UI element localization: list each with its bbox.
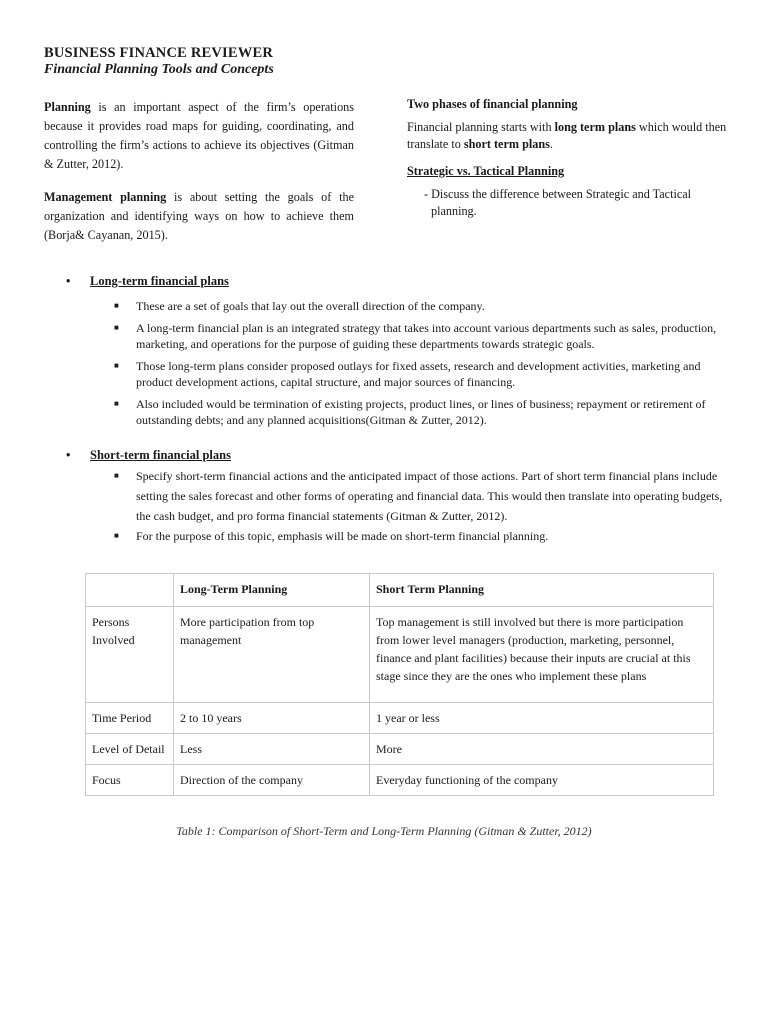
short-term-title: Short-term financial plans	[90, 448, 231, 462]
two-phases-text-c: which would then translate to	[407, 120, 727, 151]
table-row	[86, 703, 714, 734]
table-row	[86, 734, 714, 765]
list-item	[114, 396, 726, 429]
management-planning-term: Management planning	[44, 190, 167, 204]
table-header-cell: Long-Term Planning	[174, 574, 370, 607]
planning-term: Planning	[44, 100, 91, 114]
table-row	[86, 607, 714, 703]
list-item	[114, 466, 726, 526]
list-item	[114, 298, 726, 315]
table-cell: Direction of the company	[174, 765, 370, 796]
table-cell: Everyday functioning of the company	[370, 765, 714, 796]
list-item-text: A long-term financial plan is an integrated strategy that takes into account various departments such as sales, production, marketing, and operations for the purpose of guiding these departments towards strategic goals.	[136, 320, 717, 351]
comparison-table	[85, 573, 714, 796]
planning-text: is an important aspect of the firm’s operations because it provides road maps for guiding, coordinating, and controlling the firm’s actions to achieve its objectives (Gitman & Zutter, 2012).	[44, 100, 354, 171]
table-cell: 1 year or less	[370, 703, 714, 734]
short-term-section	[66, 448, 726, 546]
management-planning-text: is about setting the goals of the organization and identifying ways on how to achieve them (Borja& Cayanan, 2015).	[44, 190, 354, 242]
table-cell: 2 to 10 years	[174, 703, 370, 734]
list-item	[114, 358, 726, 391]
list-item-text: Those long-term plans consider proposed outlays for fixed assets, research and development activities, marketing and product development actions, capital structure, and major sources of financing.	[136, 358, 701, 389]
planning-paragraph	[44, 98, 354, 174]
list-item-text: These are a set of goals that lay out the overall direction of the company.	[136, 299, 485, 313]
short-term-list	[66, 466, 726, 546]
square-bullet-icon: ■	[114, 471, 119, 480]
two-phases-heading: Two phases of financial planning	[407, 97, 578, 111]
two-phases-text-a: Financial planning starts with	[407, 120, 555, 134]
right-column	[407, 96, 727, 220]
list-item	[114, 320, 726, 353]
list-item-text: Also included would be termination of existing projects, product lines, or lines of business; repayment or retirement of outstanding debts; and any planned acquisitions(Gitman & Zutter, 2012).	[136, 396, 706, 427]
document-subtitle: Financial Planning Tools and Concepts	[44, 62, 274, 77]
bullet-icon: •	[66, 448, 71, 462]
table-cell: More	[370, 734, 714, 765]
table-header-row	[86, 574, 714, 607]
long-term-section	[66, 274, 726, 434]
list-item	[114, 526, 726, 546]
long-term-title: Long-term financial plans	[90, 274, 229, 288]
square-bullet-icon: ■	[114, 531, 119, 540]
table-cell: Less	[174, 734, 370, 765]
short-term-heading	[66, 448, 726, 466]
table-cell: Time Period	[86, 703, 174, 734]
square-bullet-icon: ■	[114, 301, 119, 310]
table-header-cell: Short Term Planning	[370, 574, 714, 607]
short-term-plans-term: short term plans	[463, 137, 550, 151]
table-cell: Level of Detail	[86, 734, 174, 765]
long-term-plans-term: long term plans	[554, 120, 636, 134]
management-planning-paragraph	[44, 188, 354, 245]
square-bullet-icon: ■	[114, 398, 119, 408]
bullet-icon: •	[66, 274, 71, 288]
table-row	[86, 765, 714, 796]
list-item-text: For the purpose of this topic, emphasis will be made on short-term financial planning.	[136, 529, 549, 543]
square-bullet-icon: ■	[114, 360, 119, 370]
table-cell: Top management is still involved but there is more participation from lower level managers (production, marketing, personnel, finance and plant facilities) because their inputs are crucial at this stage since they are the ones who implement these plans	[370, 607, 714, 703]
long-term-list	[66, 298, 726, 429]
table-cell: More participation from top management	[174, 607, 370, 703]
two-phases-text	[407, 119, 727, 153]
strategic-vs-tactical-text: - Discuss the difference between Strategic and Tactical planning.	[424, 187, 692, 218]
list-item-text: Specify short-term financial actions and the anticipated impact of those actions. Part of short term financial plans include setting the sales forecast and other forms of operating and financial data. This would then translate into operating budgets, the cash budget, and pro forma financial statements (Gitman & Zutter, 2012).	[136, 469, 723, 523]
left-column	[44, 98, 354, 259]
square-bullet-icon: ■	[114, 322, 119, 332]
two-phases-text-e: .	[549, 137, 553, 151]
long-term-heading	[66, 274, 726, 292]
table-cell: Focus	[86, 765, 174, 796]
strategic-vs-tactical-heading: Strategic vs. Tactical Planning	[407, 164, 565, 178]
table-caption: Table 1: Comparison of Short-Term and Long-Term Planning (Gitman & Zutter, 2012)	[176, 824, 592, 838]
table-header-cell	[86, 574, 174, 607]
table-cell: Persons Involved	[86, 607, 174, 703]
document-title: BUSINESS FINANCE REVIEWER	[44, 45, 273, 61]
